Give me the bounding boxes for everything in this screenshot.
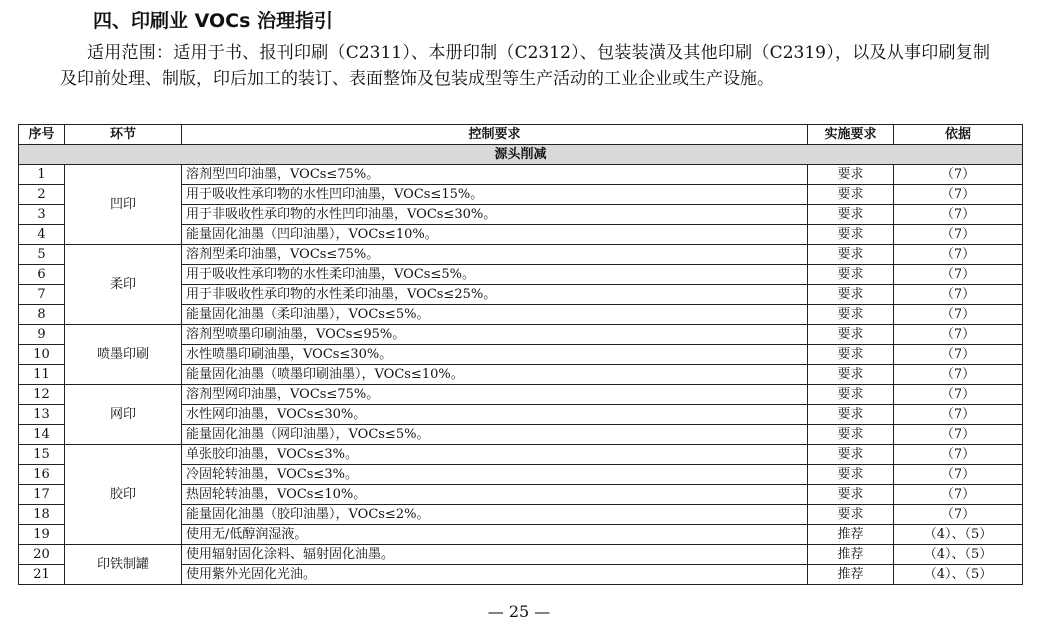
level-cell: 要求 [808, 485, 894, 505]
requirement-cell: 用于非吸收性承印物的水性柔印油墨，VOCs≤25%。 [182, 285, 808, 305]
level-cell: 要求 [808, 245, 894, 265]
header-stage: 环节 [65, 125, 182, 145]
table-row [19, 165, 1023, 185]
row-number: 15 [19, 445, 65, 465]
level-cell: 要求 [808, 465, 894, 485]
stage-cell: 网印 [65, 385, 182, 445]
scope-paragraph: 适用范围：适用于书、报刊印刷（C2311）、本册印制（C2312）、包装装潢及其他印刷（C2319），以及从事印刷复制及印前处理、制版，印后加工的装订、表面整饰及包装成型等生产活动的工业企业或生产设施。 [60, 43, 990, 89]
basis-cell: （7） [894, 505, 1023, 525]
requirement-cell: 能量固化油墨（喷墨印刷油墨），VOCs≤10%。 [182, 365, 808, 385]
basis-cell: （7） [894, 205, 1023, 225]
requirement-cell: 能量固化油墨（柔印油墨），VOCs≤5%。 [182, 305, 808, 325]
row-number: 6 [19, 265, 65, 285]
requirement-cell: 冷固轮转油墨，VOCs≤3%。 [182, 465, 808, 485]
basis-cell: （7） [894, 225, 1023, 245]
row-number: 4 [19, 225, 65, 245]
requirement-cell: 热固轮转油墨，VOCs≤10%。 [182, 485, 808, 505]
stage-cell: 胶印 [65, 445, 182, 545]
stage-cell: 印铁制罐 [65, 545, 182, 585]
level-cell: 要求 [808, 165, 894, 185]
requirement-cell: 用于非吸收性承印物的水性凹印油墨，VOCs≤30%。 [182, 205, 808, 225]
basis-cell: （7） [894, 245, 1023, 265]
requirement-cell: 使用辐射固化涂料、辐射固化油墨。 [182, 545, 808, 565]
level-cell: 要求 [808, 445, 894, 465]
row-number: 8 [19, 305, 65, 325]
level-cell: 要求 [808, 265, 894, 285]
level-cell: 要求 [808, 185, 894, 205]
level-cell: 要求 [808, 385, 894, 405]
requirement-cell: 单张胶印油墨，VOCs≤3%。 [182, 445, 808, 465]
table-header-row [19, 125, 1023, 145]
basis-cell: （7） [894, 365, 1023, 385]
level-cell: 要求 [808, 205, 894, 225]
table-row [19, 545, 1023, 565]
level-cell: 要求 [808, 505, 894, 525]
table-body [19, 145, 1023, 585]
stage-cell: 凹印 [65, 165, 182, 245]
row-number: 9 [19, 325, 65, 345]
basis-cell: （7） [894, 325, 1023, 345]
basis-cell: （7） [894, 265, 1023, 285]
requirement-cell: 使用紫外光固化光油。 [182, 565, 808, 585]
level-cell: 推荐 [808, 565, 894, 585]
row-number: 12 [19, 385, 65, 405]
row-number: 17 [19, 485, 65, 505]
table-row [19, 245, 1023, 265]
level-cell: 要求 [808, 345, 894, 365]
row-number: 3 [19, 205, 65, 225]
row-number: 14 [19, 425, 65, 445]
row-number: 5 [19, 245, 65, 265]
row-number: 20 [19, 545, 65, 565]
basis-cell: （7） [894, 385, 1023, 405]
requirement-cell: 使用无/低醇润湿液。 [182, 525, 808, 545]
level-cell: 推荐 [808, 525, 894, 545]
row-number: 16 [19, 465, 65, 485]
requirement-cell: 溶剂型凹印油墨，VOCs≤75%。 [182, 165, 808, 185]
basis-cell: （7） [894, 465, 1023, 485]
header-basis: 依据 [894, 125, 1023, 145]
basis-cell: （4）、（5） [894, 545, 1023, 565]
row-number: 11 [19, 365, 65, 385]
basis-cell: （7） [894, 485, 1023, 505]
requirement-cell: 水性网印油墨，VOCs≤30%。 [182, 405, 808, 425]
basis-cell: （4）、（5） [894, 565, 1023, 585]
table-row [19, 385, 1023, 405]
requirement-cell: 溶剂型柔印油墨，VOCs≤75%。 [182, 245, 808, 265]
basis-cell: （7） [894, 345, 1023, 365]
level-cell: 要求 [808, 365, 894, 385]
section-heading: 四、印刷业 VOCs 治理指引 [93, 10, 334, 32]
level-cell: 要求 [808, 425, 894, 445]
requirement-cell: 能量固化油墨（凹印油墨），VOCs≤10%。 [182, 225, 808, 245]
requirement-cell: 溶剂型网印油墨，VOCs≤75%。 [182, 385, 808, 405]
table-row [19, 445, 1023, 465]
header-no: 序号 [19, 125, 65, 145]
page-number: — 25 — [487, 602, 551, 621]
stage-cell: 喷墨印刷 [65, 325, 182, 385]
row-number: 21 [19, 565, 65, 585]
requirement-cell: 水性喷墨印刷油墨，VOCs≤30%。 [182, 345, 808, 365]
level-cell: 要求 [808, 325, 894, 345]
basis-cell: （7） [894, 405, 1023, 425]
requirement-cell: 用于吸收性承印物的水性柔印油墨，VOCs≤5%。 [182, 265, 808, 285]
basis-cell: （7） [894, 165, 1023, 185]
section-label: 源头削减 [19, 145, 1023, 165]
row-number: 18 [19, 505, 65, 525]
level-cell: 要求 [808, 225, 894, 245]
requirement-cell: 能量固化油墨（胶印油墨），VOCs≤2%。 [182, 505, 808, 525]
row-number: 10 [19, 345, 65, 365]
row-number: 2 [19, 185, 65, 205]
header-level: 实施要求 [808, 125, 894, 145]
level-cell: 推荐 [808, 545, 894, 565]
row-number: 13 [19, 405, 65, 425]
row-number: 7 [19, 285, 65, 305]
level-cell: 要求 [808, 305, 894, 325]
requirement-cell: 能量固化油墨（网印油墨），VOCs≤5%。 [182, 425, 808, 445]
row-number: 19 [19, 525, 65, 545]
requirement-cell: 溶剂型喷墨印刷油墨，VOCs≤95%。 [182, 325, 808, 345]
row-number: 1 [19, 165, 65, 185]
voc-guide-table [18, 124, 1023, 585]
basis-cell: （7） [894, 185, 1023, 205]
basis-cell: （7） [894, 425, 1023, 445]
basis-cell: （4）、（5） [894, 525, 1023, 545]
header-requirement: 控制要求 [182, 125, 808, 145]
basis-cell: （7） [894, 445, 1023, 465]
requirement-cell: 用于吸收性承印物的水性凹印油墨，VOCs≤15%。 [182, 185, 808, 205]
section-row [19, 145, 1023, 165]
basis-cell: （7） [894, 285, 1023, 305]
basis-cell: （7） [894, 305, 1023, 325]
level-cell: 要求 [808, 405, 894, 425]
level-cell: 要求 [808, 285, 894, 305]
stage-cell: 柔印 [65, 245, 182, 325]
table-row [19, 325, 1023, 345]
